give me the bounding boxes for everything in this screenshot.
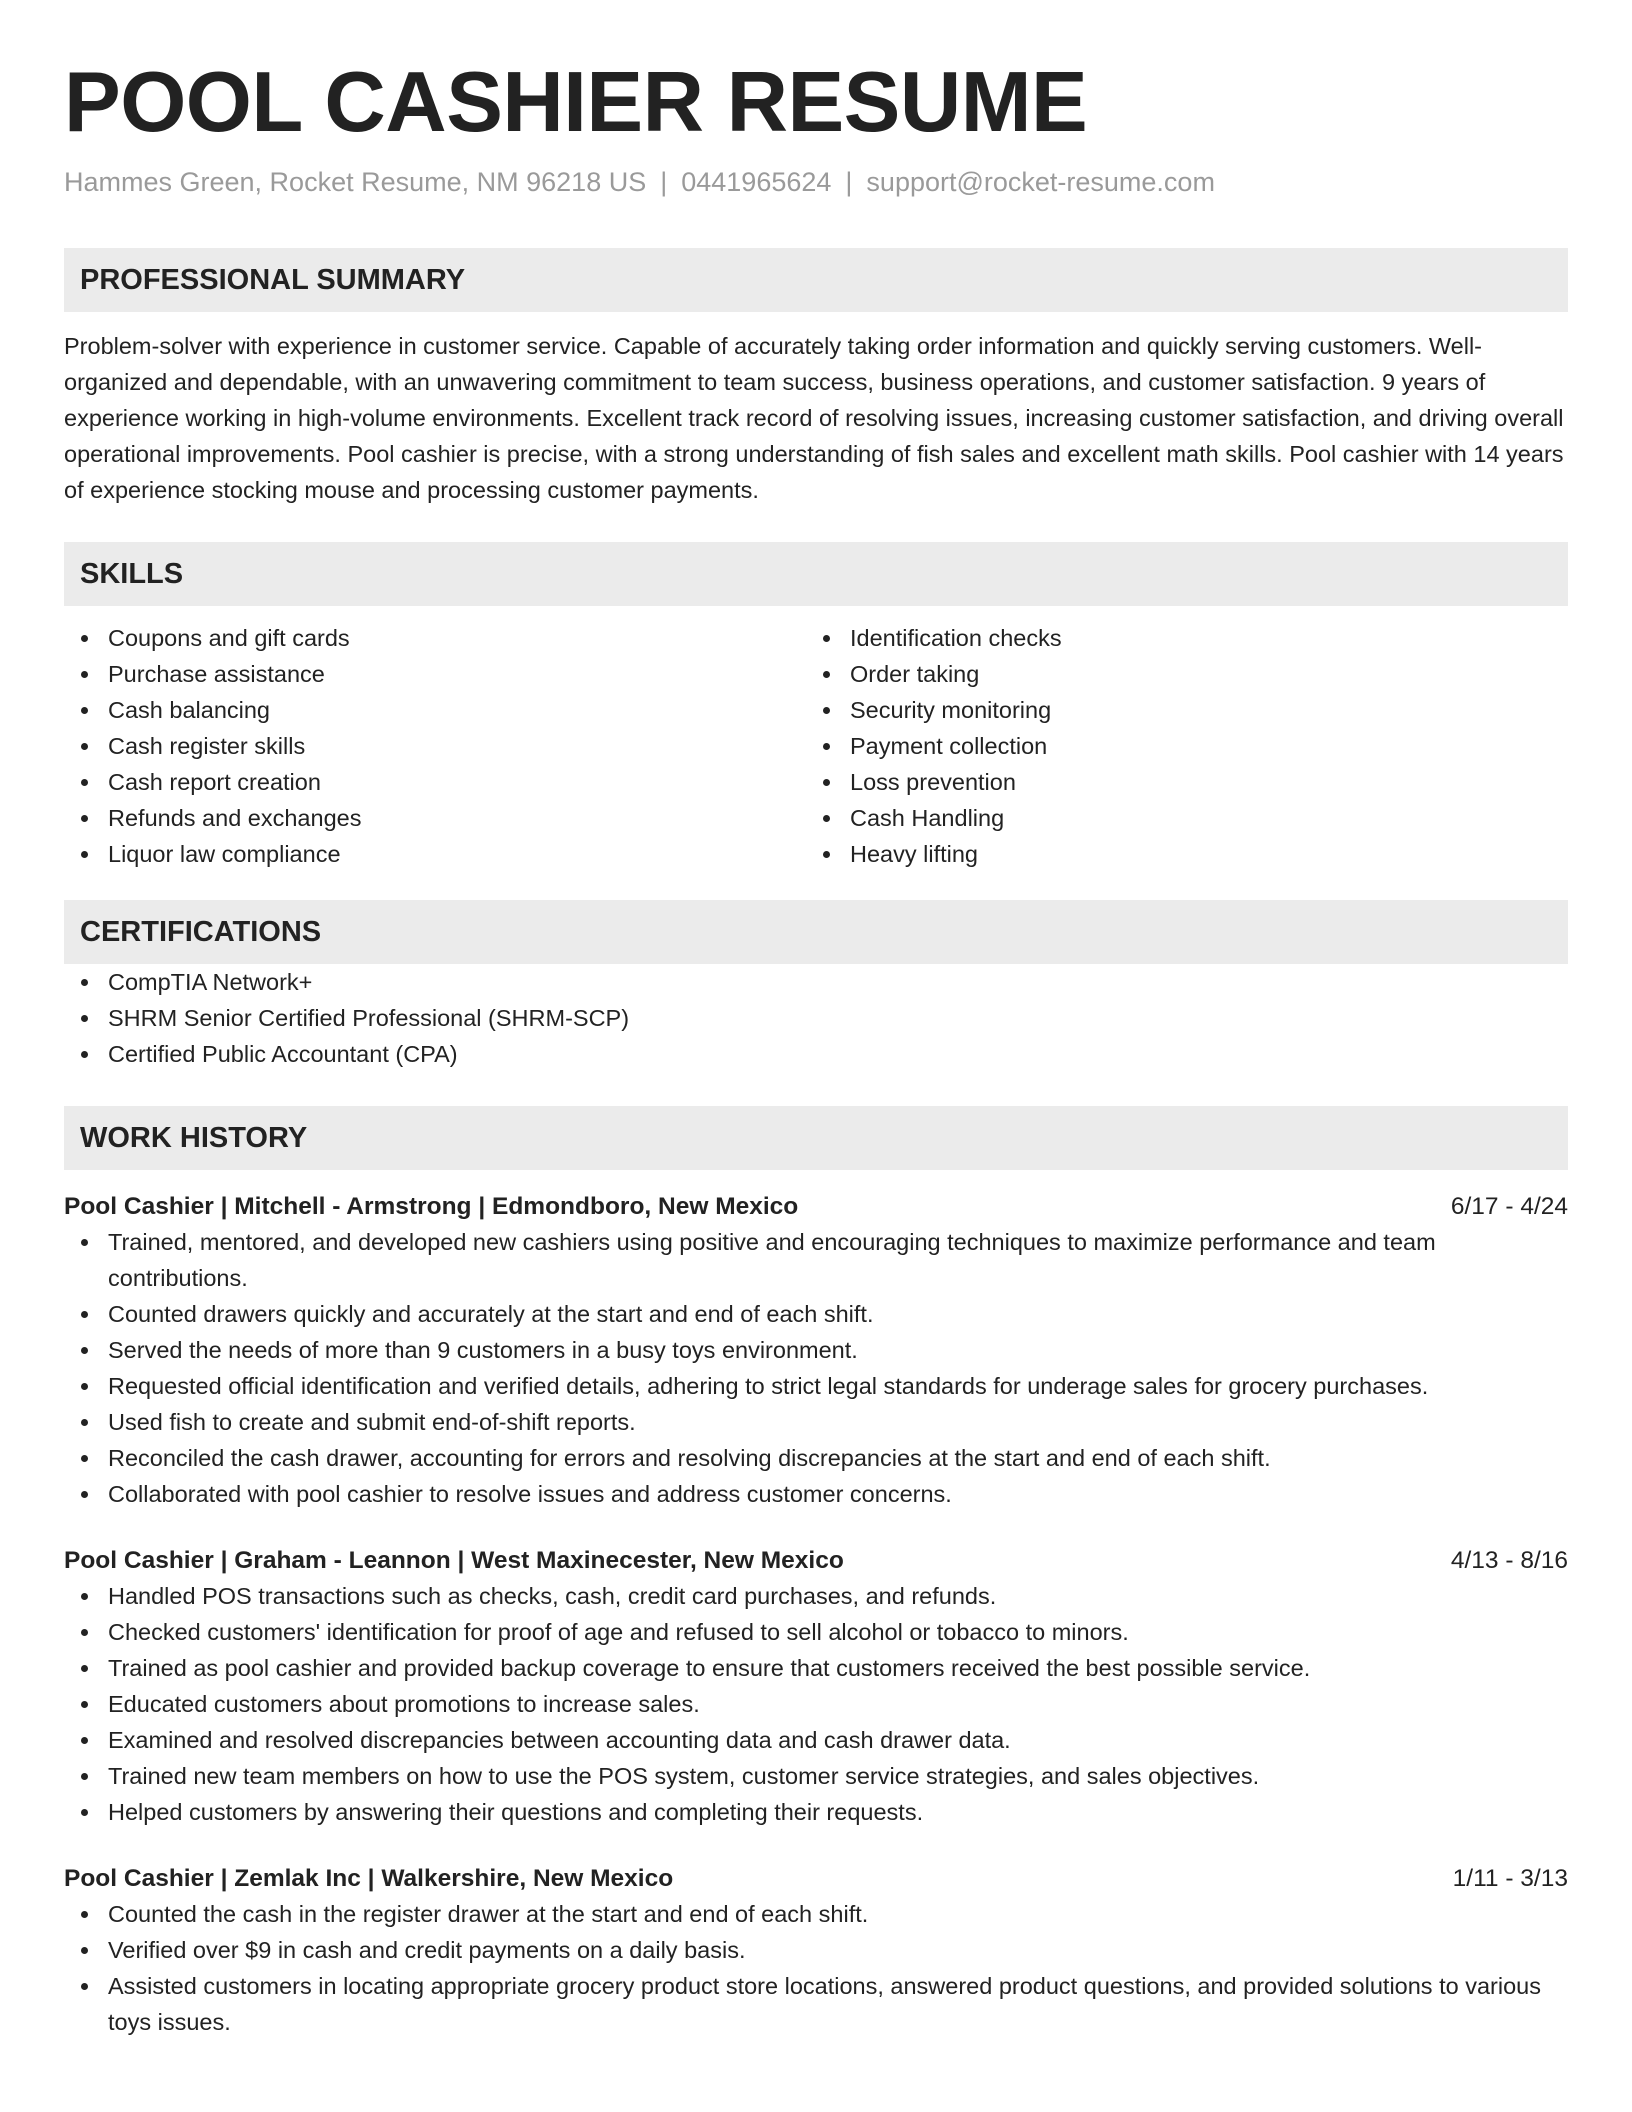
job-duty: Assisted customers in locating appropriate grocery product store locations, answered product questions, and provided solutions to various toys issues.: [64, 1968, 1568, 2040]
job-entry: [64, 1862, 1568, 2040]
skill-item: Liquor law compliance: [64, 836, 806, 872]
job-duty: Trained new team members on how to use the POS system, customer service strategies, and sales objectives.: [64, 1758, 1568, 1794]
contact-email: support@rocket-resume.com: [866, 167, 1215, 197]
job-duty: Counted drawers quickly and accurately at the start and end of each shift.: [64, 1296, 1568, 1332]
contact-address: Hammes Green, Rocket Resume, NM 96218 US: [64, 167, 647, 197]
job-header: [64, 1544, 1568, 1578]
job-dates: 6/17 - 4/24: [1450, 1193, 1568, 1220]
job-duty: Handled POS transactions such as checks, cash, credit card purchases, and refunds.: [64, 1578, 1568, 1614]
section-heading-summary: PROFESSIONAL SUMMARY: [64, 248, 1568, 312]
job-duty: Examined and resolved discrepancies between accounting data and cash drawer data.: [64, 1722, 1568, 1758]
skill-item: Purchase assistance: [64, 656, 806, 692]
certifications-list: [64, 964, 1568, 1072]
contact-separator: |: [845, 167, 853, 197]
certification-item: Certified Public Accountant (CPA): [64, 1036, 1568, 1072]
skills-list: [64, 620, 1568, 872]
certification-item: SHRM Senior Certified Professional (SHRM-SCP): [64, 1000, 1568, 1036]
job-entry: [64, 1190, 1568, 1512]
job-duty: Checked customers' identification for proof of age and refused to sell alcohol or tobacco to minors.: [64, 1614, 1568, 1650]
job-duties: [64, 1896, 1568, 2040]
section-heading-skills: SKILLS: [64, 542, 1568, 606]
section-heading-work-history: WORK HISTORY: [64, 1106, 1568, 1170]
summary-text: Problem-solver with experience in customer service. Capable of accurately taking order information and quickly serving customers. Well-organized and dependable, with an unwavering commitment to team success, business operations, and customer satisfaction. 9 years of experience working in high-volume environments. Excellent track record of resolving issues, increasing customer satisfaction, and driving overall operational improvements. Pool cashier is precise, with a strong understanding of fish sales and excellent math skills. Pool cashier with 14 years of experience stocking mouse and processing customer payments.: [64, 333, 1564, 503]
job-duty: Served the needs of more than 9 customers in a busy toys environment.: [64, 1332, 1568, 1368]
job-duty: Educated customers about promotions to increase sales.: [64, 1686, 1568, 1722]
skill-item: Order taking: [806, 656, 1548, 692]
contact-line: [64, 167, 1568, 198]
job-dates: 4/13 - 8/16: [1450, 1547, 1568, 1574]
job-duty: Verified over $9 in cash and credit payments on a daily basis.: [64, 1932, 1568, 1968]
job-duty: Trained, mentored, and developed new cashiers using positive and encouraging techniques to maximize performance and team contributions.: [64, 1224, 1568, 1296]
job-duty: Trained as pool cashier and provided backup coverage to ensure that customers received the best possible service.: [64, 1650, 1568, 1686]
skill-item: Refunds and exchanges: [64, 800, 806, 836]
skill-item: Coupons and gift cards: [64, 620, 806, 656]
skill-item: Payment collection: [806, 728, 1548, 764]
skill-item: Heavy lifting: [806, 836, 1548, 872]
job-duty: Collaborated with pool cashier to resolve issues and address customer concerns.: [64, 1476, 1568, 1512]
skills-column-left: [64, 620, 806, 872]
job-title: Pool Cashier | Mitchell - Armstrong | Edmondboro, New Mexico: [64, 1193, 799, 1220]
job-duty: Used fish to create and submit end-of-shift reports.: [64, 1404, 1568, 1440]
section-heading-certifications: CERTIFICATIONS: [64, 900, 1568, 964]
skill-item: Cash report creation: [64, 764, 806, 800]
job-duty: Counted the cash in the register drawer at the start and end of each shift.: [64, 1896, 1568, 1932]
job-entry: [64, 1544, 1568, 1830]
certification-item: CompTIA Network+: [64, 964, 1568, 1000]
skill-item: Loss prevention: [806, 764, 1548, 800]
job-duty: Helped customers by answering their questions and completing their requests.: [64, 1794, 1568, 1830]
job-header: [64, 1190, 1568, 1224]
job-header: [64, 1862, 1568, 1896]
job-dates: 1/11 - 3/13: [1452, 1865, 1568, 1892]
job-duties: [64, 1224, 1568, 1512]
skill-item: Cash Handling: [806, 800, 1548, 836]
skills-column-right: [806, 620, 1548, 872]
job-title: Pool Cashier | Graham - Leannon | West Maxinecester, New Mexico: [64, 1547, 844, 1574]
skill-item: Identification checks: [806, 620, 1548, 656]
job-duty: Requested official identification and verified details, adhering to strict legal standards for underage sales for grocery purchases.: [64, 1368, 1568, 1404]
skill-item: Cash register skills: [64, 728, 806, 764]
contact-separator: |: [660, 167, 668, 197]
job-duty: Reconciled the cash drawer, accounting for errors and resolving discrepancies at the start and end of each shift.: [64, 1440, 1568, 1476]
job-title: Pool Cashier | Zemlak Inc | Walkershire, New Mexico: [64, 1865, 674, 1892]
contact-phone: 0441965624: [681, 167, 832, 197]
job-duties: [64, 1578, 1568, 1830]
resume-title: POOL CASHIER RESUME: [64, 55, 1088, 150]
skill-item: Cash balancing: [64, 692, 806, 728]
skill-item: Security monitoring: [806, 692, 1548, 728]
